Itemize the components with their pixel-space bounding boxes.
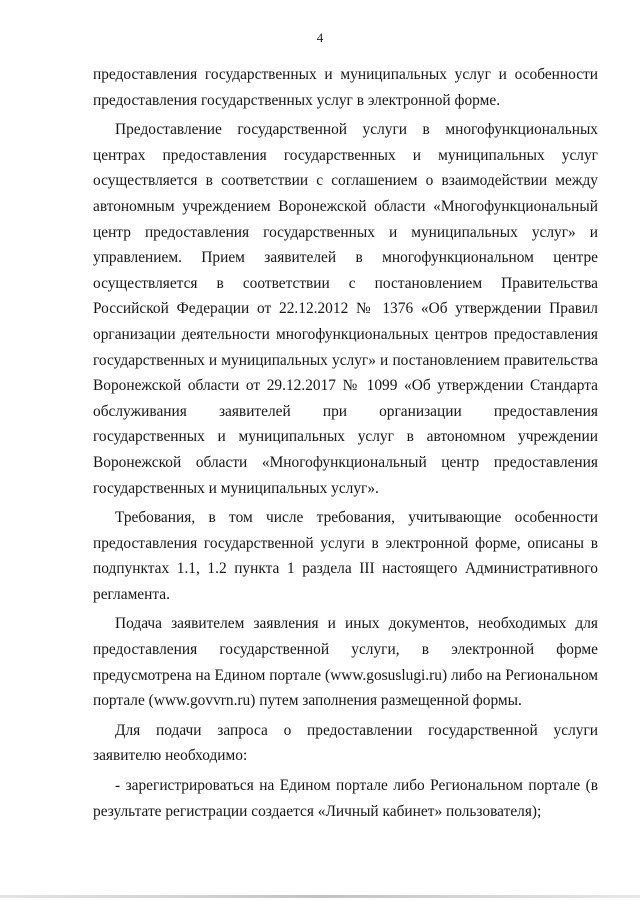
paragraph-continuation: предоставления государственных и муниципальных услуг и особенности предоставления государственных услуг в электронной форме. bbox=[93, 66, 598, 109]
paragraph-mfc-provision: Предоставление государственной услуги в многофункциональных центрах предоставления государственных и муниципальных услуг осуществляется в соответствии с соглашением о взаимодействии между автономным учреждением Воронежской области «Многофункциональный центр предоставления государственных и муниципальных услуг» и управлением. Прием заявителей в многофункциональном центре осуществляется в соответствии с постановлением Правительства Российской Федерации от 22.12.2012 № 1376 «Об утверждении Правил организации деятельности многофункциональных центров предоставления государственных и муниципальных услуг» и постановлением правительства Воронежской области от 29.12.2017 № 1099 «Об утверждении Стандарта обслуживания заявителей при организации предоставления государственных и муниципальных услуг в автономном учреждении Воронежской области «Многофункциональный центр предоставления государственных и муниципальных услуг». bbox=[93, 121, 598, 497]
document-body bbox=[93, 62, 598, 828]
paragraph-requirements: Требования, в том числе требования, учитывающие особенности предоставления государственной услуги в электронной форме, описаны в подпунктах 1.1, 1.2 пункта 1 раздела III настоящего Административного регламента. bbox=[93, 509, 598, 603]
page-number: 4 bbox=[316, 30, 324, 45]
paragraph-register-step: - зарегистрироваться на Едином портале либо Региональном портале (в результате регистрации создается «Личный кабинет» пользователя); bbox=[93, 777, 598, 820]
paragraph-request-intro: Для подачи запроса о предоставлении государственной услуги заявителю необходимо: bbox=[93, 721, 598, 765]
scan-edge-line bbox=[0, 895, 640, 898]
paragraph-electronic-submission: Подача заявителем заявления и иных документов, необходимых для предоставления государственной услуги, в электронной форме предусмотрена на Едином портале (www.gosuslugi.ru) либо на Региональном портале (www.govvrn.ru) путем заполнения размещенной формы. bbox=[93, 615, 598, 710]
